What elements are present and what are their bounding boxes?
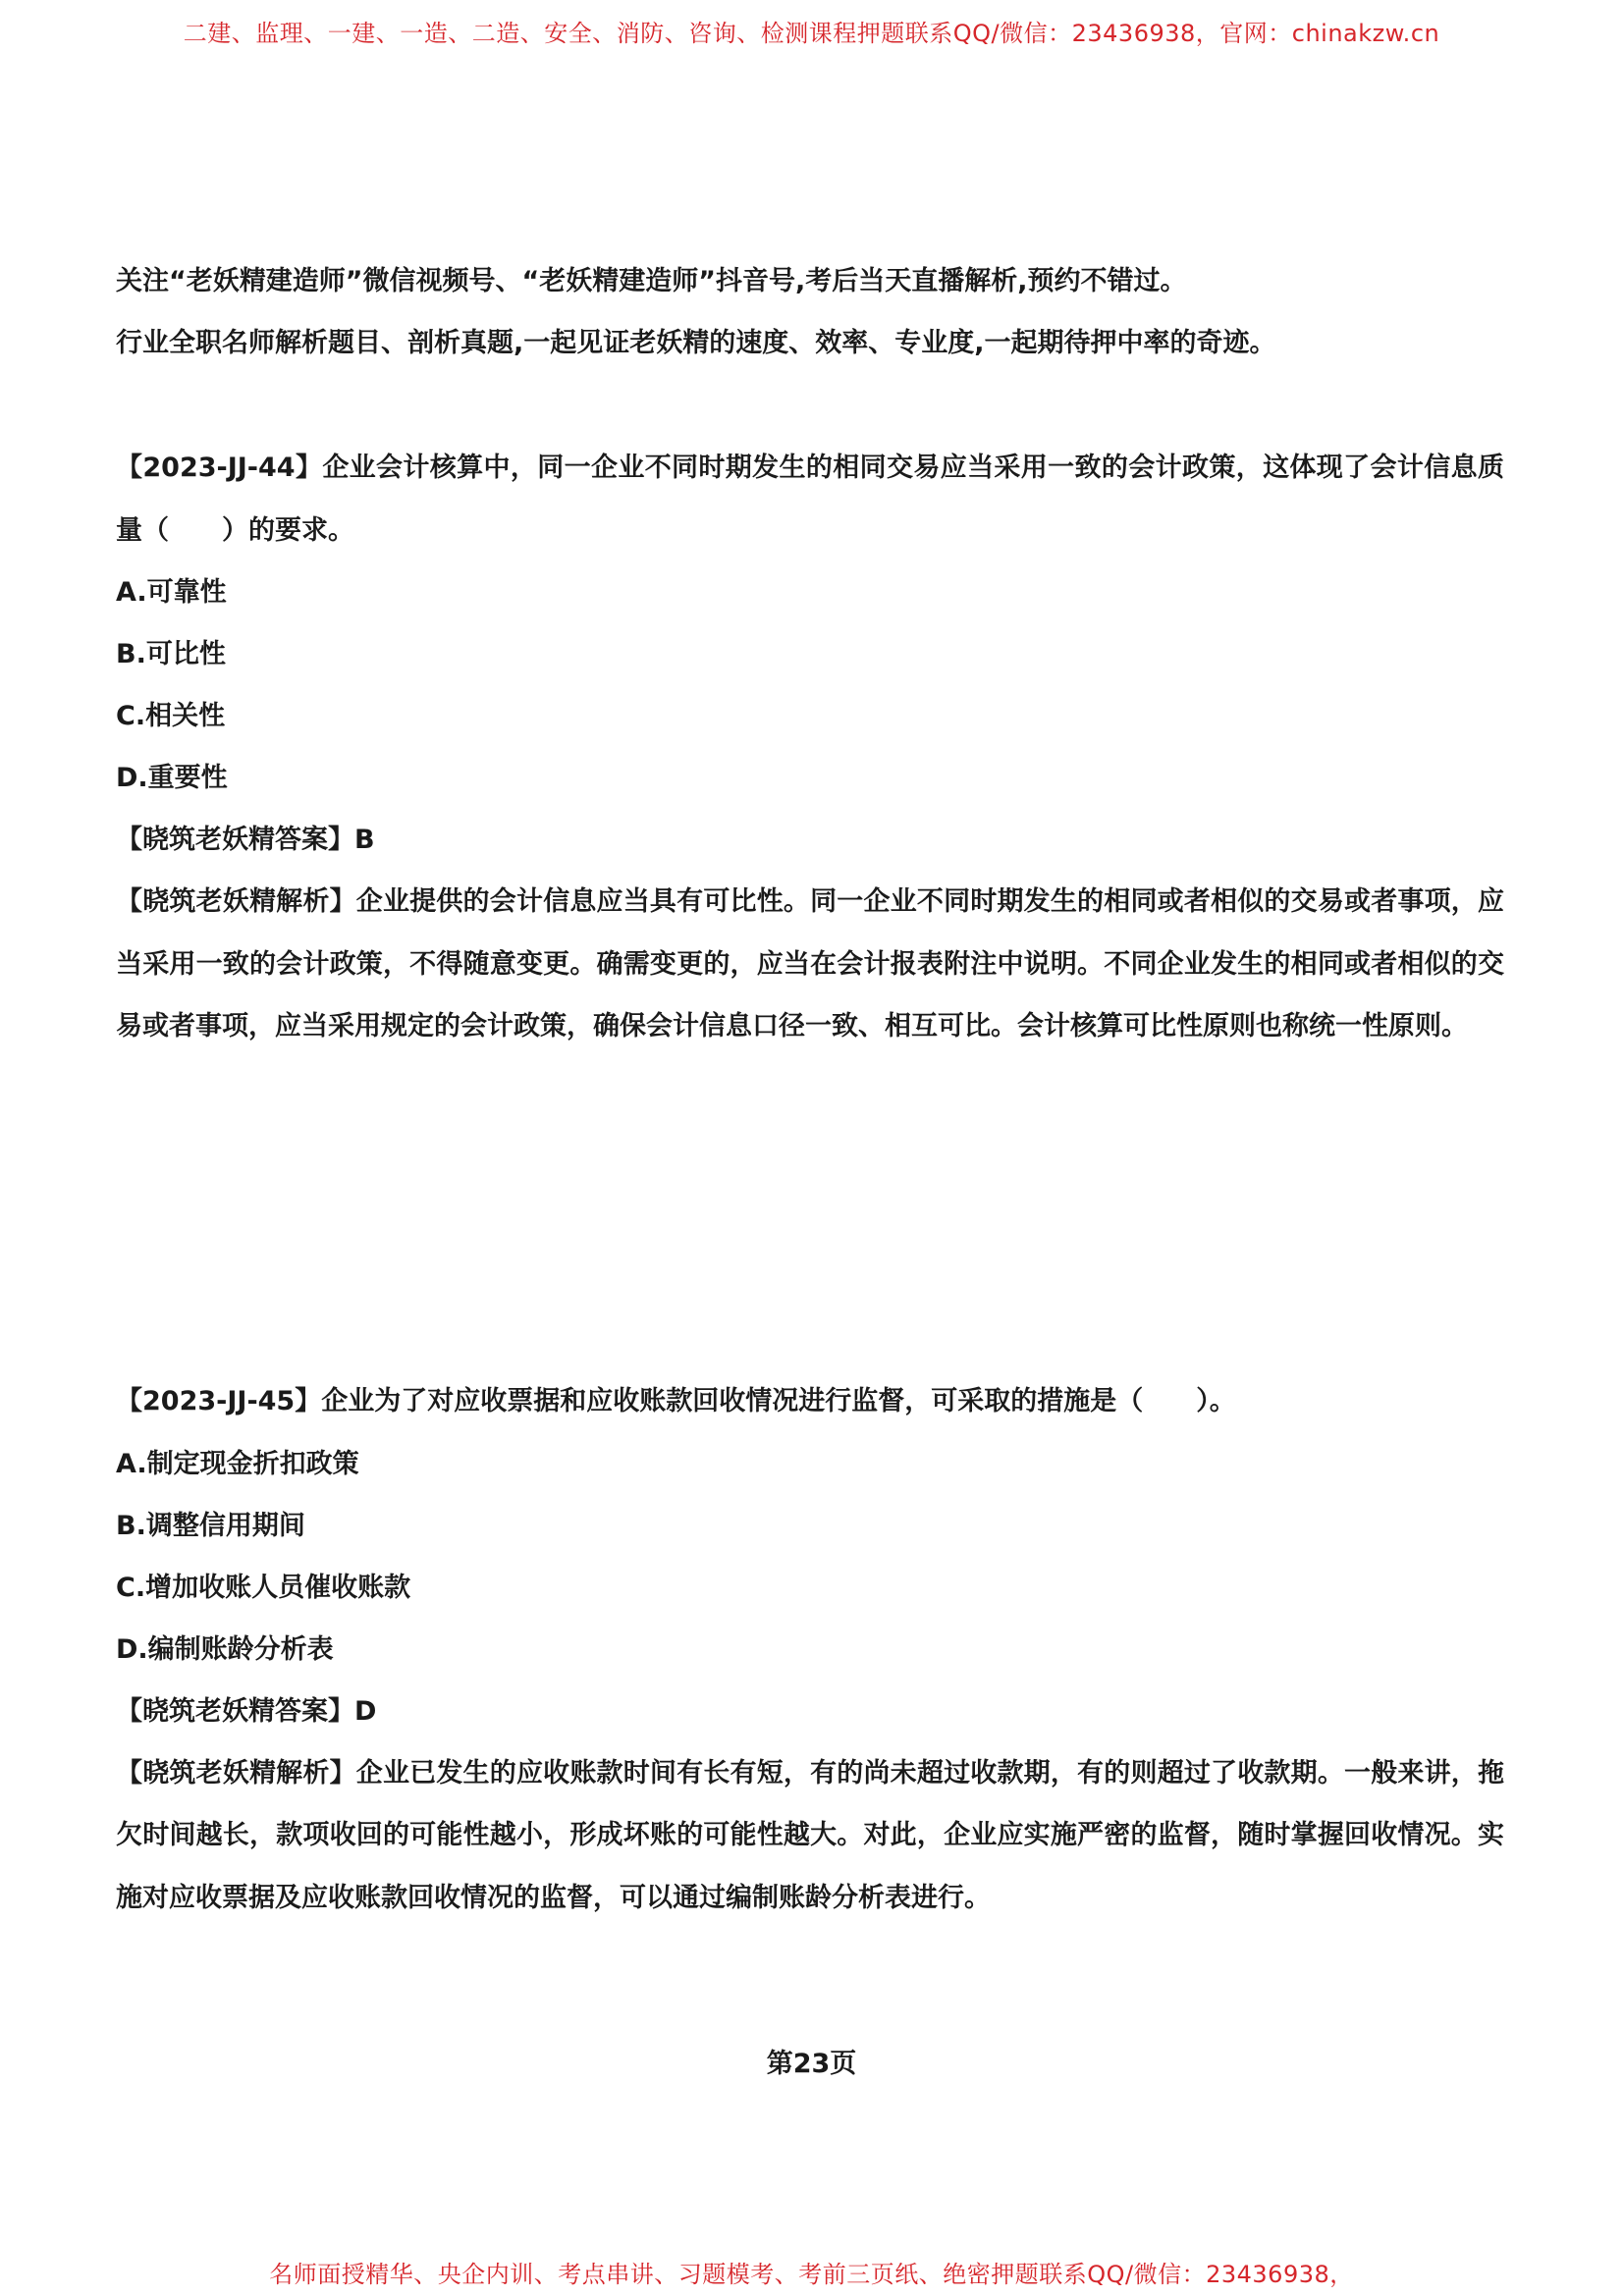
question-44-answer: 【晓筑老妖精答案】B	[116, 825, 375, 855]
question-44-option-c: C.相关性	[116, 701, 226, 731]
question-44	[116, 437, 1504, 1058]
question-45	[116, 1370, 1504, 1929]
intro-line-1: 关注“老妖精建造师”微信视频号、“老妖精建造师”抖音号,考后当天直播解析,预约不错过。	[116, 266, 1187, 296]
intro-section	[116, 250, 1504, 374]
question-45-option-c: C.增加收账人员催收账款	[116, 1572, 411, 1603]
page-number: 第23页	[766, 2049, 857, 2079]
header-banner: 二建、监理、一建、一造、二造、安全、消防、咨询、检测课程押题联系QQ/微信：23436938，官网：chinakzw.cn	[183, 20, 1440, 47]
question-45-option-d: D.编制账龄分析表	[116, 1633, 334, 1665]
footer-banner: 名师面授精华、央企内训、考点串讲、习题模考、考前三页纸、绝密押题联系QQ/微信：23436938，	[269, 2261, 1354, 2288]
question-45-stem: 【2023-JJ-45】企业为了对应收票据和应收账款回收情况进行监督，可采取的措施是（ ）。	[116, 1386, 1236, 1416]
question-45-answer: 【晓筑老妖精答案】D	[116, 1695, 377, 1727]
question-45-option-a: A.制定现金折扣政策	[116, 1448, 359, 1479]
question-45-option-b: B.调整信用期间	[116, 1510, 305, 1541]
question-44-option-b: B.可比性	[116, 639, 226, 669]
question-44-option-d: D.重要性	[116, 763, 228, 793]
question-45-analysis: 【晓筑老妖精解析】企业已发生的应收账款时间有长有短，有的尚未超过收款期，有的则超过了收款期。一般来讲，拖欠时间越长，款项收回的可能性越小，形成坏账的可能性越大。对此，企业应实施严密的监督，随时掌握回收情况。实施对应收票据及应收账款回收情况的监督，可以通过编制账龄分析表进行。	[116, 1757, 1504, 1913]
question-44-option-a: A.可靠性	[116, 577, 227, 608]
question-44-analysis: 【晓筑老妖精解析】企业提供的会计信息应当具有可比性。同一企业不同时期发生的相同或者相似的交易或者事项，应当采用一致的会计政策，不得随意变更。确需变更的，应当在会计报表附注中说明。不同企业发生的相同或者相似的交易或者事项，应当采用规定的会计政策，确保会计信息口径一致、相互可比。会计核算可比性原则也称统一性原则。	[116, 886, 1504, 1041]
question-44-stem: 【2023-JJ-44】企业会计核算中，同一企业不同时期发生的相同交易应当采用一致的会计政策，这体现了会计信息质量（ ）的要求。	[116, 453, 1504, 546]
intro-line-2: 行业全职名师解析题目、剖析真题,一起见证老妖精的速度、效率、专业度,一起期待押中率的奇迹。	[116, 328, 1276, 358]
